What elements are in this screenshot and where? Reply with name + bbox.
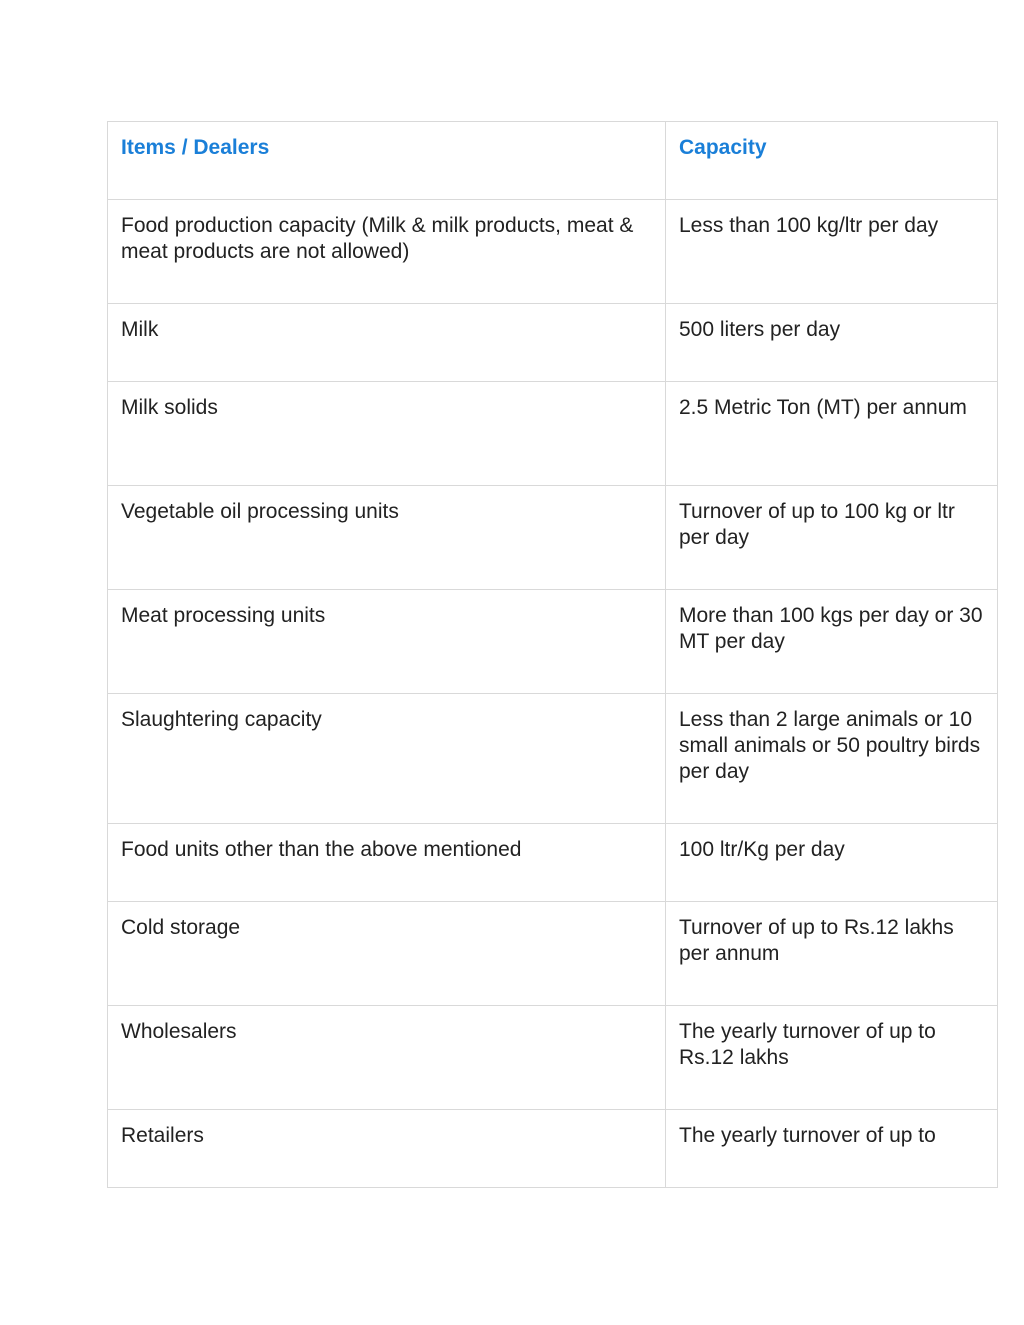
header-capacity: Capacity [666, 122, 998, 200]
capacity-cell: Less than 2 large animals or 10 small animals or 50 poultry birds per day [666, 694, 998, 824]
item-cell: Food units other than the above mentioned [108, 824, 666, 902]
item-cell: Food production capacity (Milk & milk products, meat & meat products are not allowed) [108, 200, 666, 304]
item-cell: Milk [108, 304, 666, 382]
table-header-row [108, 122, 998, 200]
capacity-table [107, 121, 998, 1188]
item-cell: Wholesalers [108, 1006, 666, 1110]
item-cell: Slaughtering capacity [108, 694, 666, 824]
table-row [108, 694, 998, 824]
capacity-cell: The yearly turnover of up to Rs.12 lakhs [666, 1006, 998, 1110]
capacity-cell: Less than 100 kg/ltr per day [666, 200, 998, 304]
item-cell: Retailers [108, 1110, 666, 1188]
item-cell: Cold storage [108, 902, 666, 1006]
table-row [108, 824, 998, 902]
header-items-dealers: Items / Dealers [108, 122, 666, 200]
capacity-cell: Turnover of up to 100 kg or ltr per day [666, 486, 998, 590]
table-row [108, 200, 998, 304]
table-row [108, 382, 998, 486]
capacity-cell: The yearly turnover of up to [666, 1110, 998, 1188]
table-row [108, 486, 998, 590]
capacity-cell: 500 liters per day [666, 304, 998, 382]
table-row [108, 1006, 998, 1110]
item-cell: Vegetable oil processing units [108, 486, 666, 590]
table-row [108, 902, 998, 1006]
table-row [108, 304, 998, 382]
item-cell: Milk solids [108, 382, 666, 486]
capacity-cell: Turnover of up to Rs.12 lakhs per annum [666, 902, 998, 1006]
capacity-cell: 100 ltr/Kg per day [666, 824, 998, 902]
capacity-cell: More than 100 kgs per day or 30 MT per day [666, 590, 998, 694]
table-row [108, 1110, 998, 1188]
table-row [108, 590, 998, 694]
capacity-cell: 2.5 Metric Ton (MT) per annum [666, 382, 998, 486]
item-cell: Meat processing units [108, 590, 666, 694]
